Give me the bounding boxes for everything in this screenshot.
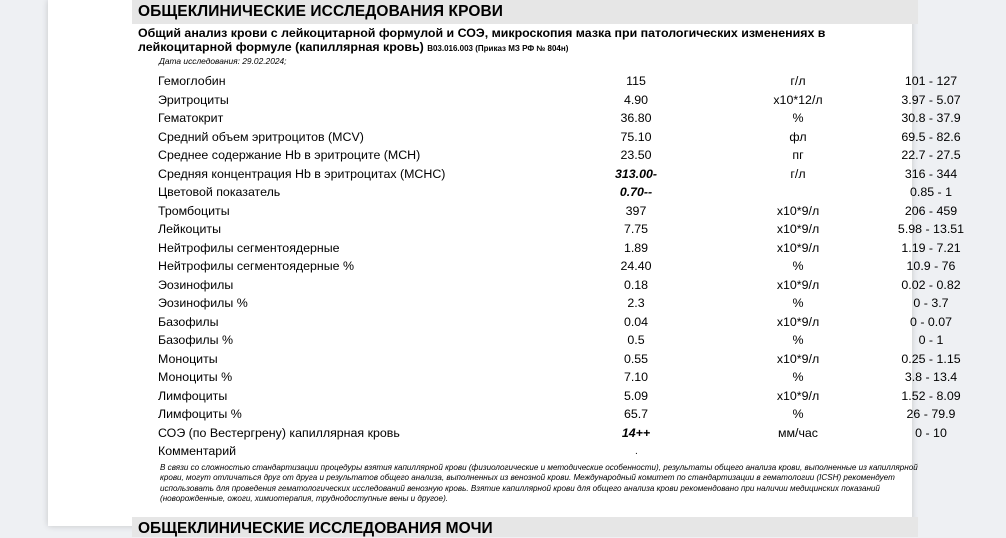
result-row bbox=[158, 259, 956, 278]
result-value: 1.89 bbox=[623, 240, 649, 255]
result-unit: фл bbox=[789, 129, 807, 144]
result-ref: 0 - 3.7 bbox=[913, 296, 949, 311]
result-name: Нейтрофилы сегментоядерные % bbox=[158, 259, 355, 274]
result-name: Моноциты % bbox=[158, 370, 233, 385]
result-value: 23.50 bbox=[620, 148, 652, 163]
result-value: 2.3 bbox=[627, 296, 645, 311]
result-unit: х10*9/л bbox=[776, 203, 820, 218]
result-ref: 3.97 - 5.07 bbox=[901, 92, 961, 107]
result-row bbox=[158, 333, 944, 352]
result-unit: % bbox=[792, 333, 804, 348]
result-ref: 0.25 - 1.15 bbox=[901, 351, 961, 366]
result-row bbox=[158, 240, 961, 260]
result-ref: 10.9 - 76 bbox=[906, 259, 956, 274]
result-ref: 69.5 - 82.6 bbox=[901, 129, 961, 144]
test-title-text: Общий анализ крови с лейкоцитарной формулой и СОЭ, микроскопия мазка при патологических изменениях в лейкоцитарной формуле (капиллярная кровь) bbox=[138, 26, 826, 54]
result-name: Лимфоциты % bbox=[158, 407, 242, 422]
result-value: 0.18 bbox=[623, 277, 649, 292]
result-value: 5.09 bbox=[623, 388, 649, 403]
result-row bbox=[158, 370, 958, 389]
result-ref: 0.85 - 1 bbox=[909, 185, 953, 200]
result-unit: х10*9/л bbox=[776, 277, 820, 292]
result-ref: 0.02 - 0.82 bbox=[901, 277, 961, 292]
result-ref: 0 - 0.07 bbox=[909, 314, 953, 329]
result-ref: 1.19 - 7.21 bbox=[901, 240, 961, 255]
result-value: 75.10 bbox=[620, 129, 652, 144]
result-row bbox=[158, 296, 949, 315]
result-row bbox=[158, 166, 958, 186]
result-name: Тромбоциты bbox=[158, 203, 230, 218]
result-unit: % bbox=[792, 370, 804, 385]
result-unit: мм/час bbox=[777, 425, 819, 440]
result-name: Эритроциты bbox=[158, 92, 229, 107]
result-ref: 22.7 - 27.5 bbox=[901, 148, 961, 163]
result-name: Гемоглобин bbox=[158, 74, 226, 88]
result-value: 4.90 bbox=[623, 92, 649, 107]
result-ref: 5.98 - 13.51 bbox=[897, 222, 965, 237]
result-value: 313.00- bbox=[614, 166, 658, 181]
result-row bbox=[158, 314, 953, 334]
result-unit: х10*12/л bbox=[773, 92, 823, 107]
result-value: 0.70-- bbox=[619, 185, 653, 200]
result-unit: х10*9/л bbox=[776, 351, 820, 366]
result-row bbox=[158, 92, 961, 112]
result-ref: 101 - 127 bbox=[904, 74, 958, 88]
result-value: 36.80 bbox=[620, 111, 652, 126]
result-ref: 316 - 344 bbox=[904, 166, 958, 181]
result-unit: г/л bbox=[790, 74, 806, 88]
section-title: ОБЩЕКЛИНИЧЕСКИЕ ИССЛЕДОВАНИЯ КРОВИ bbox=[132, 0, 918, 24]
result-name: СОЭ (по Вестергрену) капиллярная кровь bbox=[158, 425, 400, 440]
test-code: B03.016.003 (Приказ МЗ РФ № 804н) bbox=[427, 44, 569, 53]
result-ref: 206 - 459 bbox=[904, 203, 958, 218]
result-unit: % bbox=[792, 259, 804, 274]
report-page bbox=[48, 0, 965, 537]
result-name: Лейкоциты bbox=[158, 222, 221, 237]
result-value: 24.40 bbox=[620, 259, 652, 274]
result-unit: х10*9/л bbox=[776, 314, 820, 329]
result-name: Средняя концентрация Hb в эритроцитах (MCHC) bbox=[158, 166, 446, 181]
comment-label: Комментарий bbox=[158, 444, 237, 458]
result-ref: 0 - 1 bbox=[918, 333, 944, 348]
result-ref: 30.8 - 37.9 bbox=[901, 111, 961, 126]
result-name: Базофилы % bbox=[158, 333, 234, 348]
result-name: Лимфоциты bbox=[158, 388, 228, 403]
result-row bbox=[158, 388, 961, 408]
result-row bbox=[158, 203, 958, 223]
next-section-title: ОБЩЕКЛИНИЧЕСКИЕ ИССЛЕДОВАНИЯ МОЧИ bbox=[132, 517, 918, 537]
result-ref: 3.8 - 13.4 bbox=[904, 370, 958, 385]
result-ref: 26 - 79.9 bbox=[906, 407, 956, 422]
result-row bbox=[158, 425, 947, 445]
result-row bbox=[158, 111, 961, 130]
result-value: 7.10 bbox=[623, 370, 649, 385]
result-name: Эозинофилы % bbox=[158, 296, 248, 311]
result-unit: г/л bbox=[790, 166, 806, 181]
result-unit: х10*9/л bbox=[776, 388, 820, 403]
result-name: Цветовой показатель bbox=[158, 185, 281, 200]
result-value: 14++ bbox=[621, 425, 651, 440]
result-unit: х10*9/л bbox=[776, 222, 820, 237]
test-title bbox=[138, 26, 918, 56]
result-value: 65.7 bbox=[623, 407, 649, 422]
result-name: Моноциты bbox=[158, 351, 218, 366]
result-row bbox=[158, 222, 965, 241]
result-value: 397 bbox=[625, 203, 647, 218]
result-row bbox=[158, 148, 961, 167]
result-unit: % bbox=[792, 111, 804, 126]
result-name: Средний объем эритроцитов (MCV) bbox=[158, 129, 364, 144]
result-row bbox=[158, 74, 958, 93]
result-value: 0.55 bbox=[623, 351, 649, 366]
result-unit: % bbox=[792, 296, 804, 311]
result-name: Нейтрофилы сегментоядерные bbox=[158, 240, 340, 255]
result-unit: пг bbox=[792, 148, 804, 163]
result-name: Гематокрит bbox=[158, 111, 224, 126]
result-unit: % bbox=[792, 407, 804, 422]
result-name: Эозинофилы bbox=[158, 277, 234, 292]
result-name: Среднее содержание Hb в эритроците (MCH) bbox=[158, 148, 421, 163]
result-row bbox=[158, 185, 953, 204]
result-row bbox=[158, 351, 961, 371]
result-ref: 1.52 - 8.09 bbox=[901, 388, 961, 403]
result-row bbox=[158, 129, 961, 149]
result-ref: 0 - 10 bbox=[915, 425, 947, 440]
result-value: 115 bbox=[626, 74, 646, 88]
result-value: 0.04 bbox=[623, 314, 649, 329]
result-row bbox=[158, 407, 956, 426]
result-row bbox=[158, 277, 961, 297]
result-unit: х10*9/л bbox=[776, 240, 820, 255]
result-value: 0.5 bbox=[627, 333, 645, 348]
result-value: 7.75 bbox=[623, 222, 649, 237]
comment-value: . bbox=[635, 446, 638, 457]
result-name: Базофилы bbox=[158, 314, 219, 329]
test-date: Дата исследования: 29.02.2024; bbox=[159, 56, 287, 66]
footnote: В связи со сложностью стандартизации процедуры взятия капиллярной крови (физиологические и методические особенности), результаты общего анализа крови, выполненные из капиллярной крови, могут отличаться друг от друга и результатов общего анализа, выполненных из венозной крови. Международный комитет по стандартизации в гематологии (ICSH) рекомендует использовать для проведения гематологических исследований венозную кровь. Взятие капиллярной крови для общего анализа крови рекомендовано при наличии медицинских показаний (новорожденные, ожоги, химиотерапия, труднодоступные вены и другое). bbox=[160, 463, 918, 503]
